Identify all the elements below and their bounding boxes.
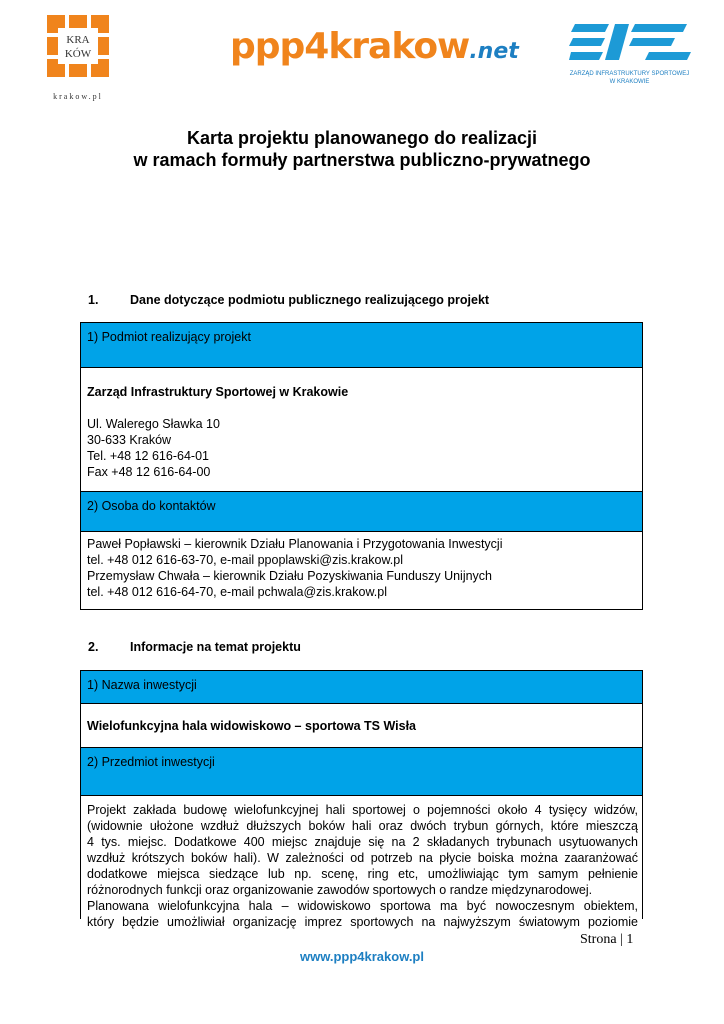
table-row [81, 703, 642, 747]
investment-name: Wielofunkcyjna hala widowiskowo – sportowa TS Wisła [87, 719, 417, 733]
table-row [81, 367, 642, 491]
address-city: 30-633 Kraków [87, 433, 172, 447]
contact-line: tel. +48 012 616-63-70, e-mail ppoplawski@zis.krakow.pl [87, 553, 403, 567]
contact-line: tel. +48 012 616-64-70, e-mail pchwala@zis.krakow.pl [87, 585, 387, 599]
section-1-number: 1. [88, 293, 99, 307]
krakow-mark-line1: KRA [66, 34, 90, 46]
krakow-logo [47, 15, 109, 101]
org-name: Zarząd Infrastruktury Sportowej w Krakowie [87, 385, 349, 399]
address-phone: Tel. +48 12 616-64-01 [87, 449, 209, 463]
description-line: 4 tys. miejsc. Dodatkowe 400 miejsc znajduje się na 2 składanych trybunach usytuowanych [87, 835, 638, 849]
zis-caption-line2: W KRAKOWIE [609, 79, 650, 85]
zis-emblem-icon [569, 20, 691, 66]
krakow-caption: krakow.pl [53, 92, 103, 101]
title-line-1: Karta projektu planowanego do realizacji [186, 128, 538, 148]
header-contact: 2) Osoba do kontaktów [87, 499, 216, 513]
description-line: który będzie umożliwiał organizację imprez sportowych na najwyższym światowym poziomie [87, 915, 638, 929]
contact-line: Przemysław Chwała – kierownik Działu Pozyskiwania Funduszy Unijnych [87, 569, 493, 583]
table-header-row [81, 323, 642, 367]
section-1-heading [88, 293, 489, 307]
description-line: różnorodnych funkcji oraz organizowanie zawodów sportowych o randze międzynarodowej. [87, 883, 593, 897]
table-header-row [81, 747, 642, 795]
document-title [60, 127, 664, 171]
header-przedmiot: 2) Przedmiot inwestycji [87, 755, 215, 769]
krakow-mark-line2: KÓW [64, 48, 92, 60]
section-2-table [80, 670, 643, 929]
ppp4krakow-net-suffix: .net [469, 39, 519, 64]
section-2-number: 2. [88, 640, 99, 654]
footer-url-link[interactable]: www.ppp4krakow.pl [299, 949, 424, 964]
ppp4krakow-logo [230, 6, 519, 96]
zis-caption-line1: ZARZĄD INFRASTRUKTURY SPORTOWEJ [569, 71, 690, 77]
section-1-title: Dane dotyczące podmiotu publicznego realizującego projekt [130, 293, 490, 307]
title-line-2: w ramach formuły partnerstwa publiczno-prywatnego [133, 150, 591, 170]
table-header-row [81, 491, 642, 531]
page-number: Strona | 1 [580, 932, 634, 947]
description-line: Projekt zakłada budowę wielofunkcyjnej hali sportowej o pojemności około 4 tysięcy widzów, [87, 803, 638, 817]
krakow-emblem-icon [47, 15, 109, 77]
section-1-table [80, 322, 643, 610]
description-line: wzdłuż krótszych boków hali). W zależności od potrzeb na płycie boiska można zaaranżować [87, 851, 638, 865]
table-row [81, 531, 642, 609]
section-2-heading [88, 640, 301, 654]
contact-line: Paweł Popławski – kierownik Działu Planowania i Przygotowania Inwestycji [87, 537, 503, 551]
ppp4krakow-wordmark: ppp4krakow [230, 26, 470, 67]
description-line: Planowana wielofunkcyjna hala – widowiskowo sportowa ma być nowoczesnym obiektem, [87, 899, 638, 913]
zis-logo [567, 20, 692, 90]
address-fax: Fax +48 12 616-64-00 [87, 465, 211, 479]
header-podmiot: 1) Podmiot realizujący projekt [87, 330, 251, 344]
table-row [81, 795, 642, 929]
address-street: Ul. Walerego Sławka 10 [87, 417, 220, 431]
header-nazwa: 1) Nazwa inwestycji [87, 678, 197, 692]
description-line: (widownie ułożone wzdłuż dłuższych boków hali oraz dwóch trybun górnych, które mieszczą [87, 819, 638, 833]
section-2-title: Informacje na temat projektu [130, 640, 301, 654]
description-line: dodatkowe miejsca siedzące lub np. scenę, ring etc, umożliwiając tym samym pełnienie [87, 867, 638, 881]
table-header-row [81, 671, 642, 703]
